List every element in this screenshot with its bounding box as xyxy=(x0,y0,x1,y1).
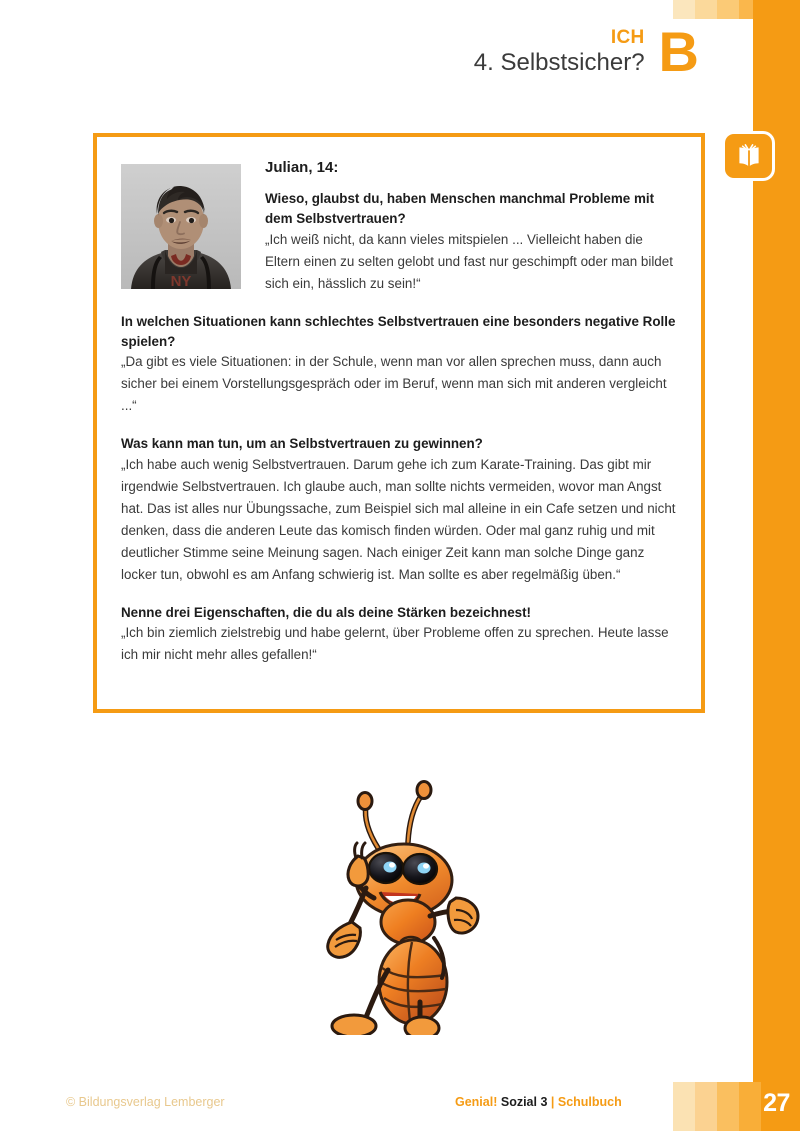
page-title: 4. Selbstsicher? xyxy=(473,49,645,76)
header-kicker: ICH xyxy=(610,27,645,48)
section-letter: B xyxy=(658,20,698,83)
interview-intro-text xyxy=(265,159,677,295)
imprint-brand: Genial! xyxy=(455,1095,498,1109)
interview-answer: „Da gibt es viele Situationen: in der Schule, wenn man vor allen sprechen muss, dann auch sicher bei einem Vorstellungsgespräch oder im Beruf, wenn man sich mit anderen vergleicht ...“ xyxy=(121,354,667,413)
open-book-icon-button[interactable] xyxy=(725,134,772,178)
interview-question: Nenne drei Eigenschaften, die du als deine Stärken bezeichnest! xyxy=(121,604,532,620)
interview-intro-row xyxy=(121,159,677,295)
cartoon-ant-graphic xyxy=(316,770,486,1035)
cartoon-ant-mascot xyxy=(316,770,486,1035)
copyright-text: © Bildungsverlag Lemberger xyxy=(66,1095,225,1109)
interview-content xyxy=(97,137,701,676)
interview-question: Was kann man tun, um an Selbstvertrauen zu gewinnen? xyxy=(121,436,483,451)
header-text-group xyxy=(474,28,659,78)
interview-question: Wieso, glaubst du, haben Menschen manchmal Probleme mit dem Selbstvertrauen? xyxy=(265,191,655,226)
interview-answer: „Ich weiß nicht, da kann vieles mitspielen ... Vielleicht haben die Eltern einen zu selten gelobt und fast nur geschimpft oder man bildet sich ein, hässlich zu sein!“ xyxy=(265,232,673,291)
interviewee-name: Julian, 14: xyxy=(265,159,339,176)
interview-block xyxy=(121,603,677,667)
portrait-photo xyxy=(121,164,241,289)
interview-block xyxy=(121,312,677,417)
interview-panel xyxy=(93,133,705,713)
page-footer xyxy=(0,1082,753,1131)
open-book-icon xyxy=(735,144,763,168)
header-inner xyxy=(473,20,698,83)
svg-text:NY: NY xyxy=(170,273,192,289)
page-header xyxy=(0,20,753,88)
top-gradient-segment xyxy=(673,0,695,19)
top-gradient-bars xyxy=(673,0,761,19)
top-gradient-segment xyxy=(695,0,717,19)
interview-answer: „Ich habe auch wenig Selbstvertrauen. Darum gehe ich zum Karate-Training. Das gibt mir irgendwie Selbstvertrauen. Ich glaube auch, man sollte nichts vermeiden, wovor man Angst hat. Das ist alles nur Übungssache, zum Beispiel sich mal alleine in ein Cafe setzen und nicht denken, dass die anderen Leute das komisch finden würden. Oder mal ganz ruhig und mit deutlicher Stimme seine Meinung sagen. Nach einiger Zeit kann man solche Dinge ganz locker tun, obwohl es am Anfang schwierig ist. Man sollte es aber regelmäßig üben.“ xyxy=(121,456,676,582)
top-gradient-segment xyxy=(717,0,739,19)
interview-question: In welchen Situationen kann schlechtes Selbstvertrauen eine besonders negative Rolle spielen? xyxy=(121,314,676,349)
imprint-text xyxy=(455,1095,622,1109)
imprint-series: Sozial 3 xyxy=(500,1095,548,1109)
portrait-photo-graphic xyxy=(121,164,241,289)
page-number: 27 xyxy=(763,1089,790,1117)
interview-answer: „Ich bin ziemlich zielstrebig und habe gelernt, über Probleme offen zu sprechen. Heute lasse ich mir nicht mehr alles gefallen!“ xyxy=(121,625,669,662)
imprint-type: Schulbuch xyxy=(557,1095,622,1109)
interview-block xyxy=(121,434,677,586)
imprint-separator: | xyxy=(550,1095,555,1109)
